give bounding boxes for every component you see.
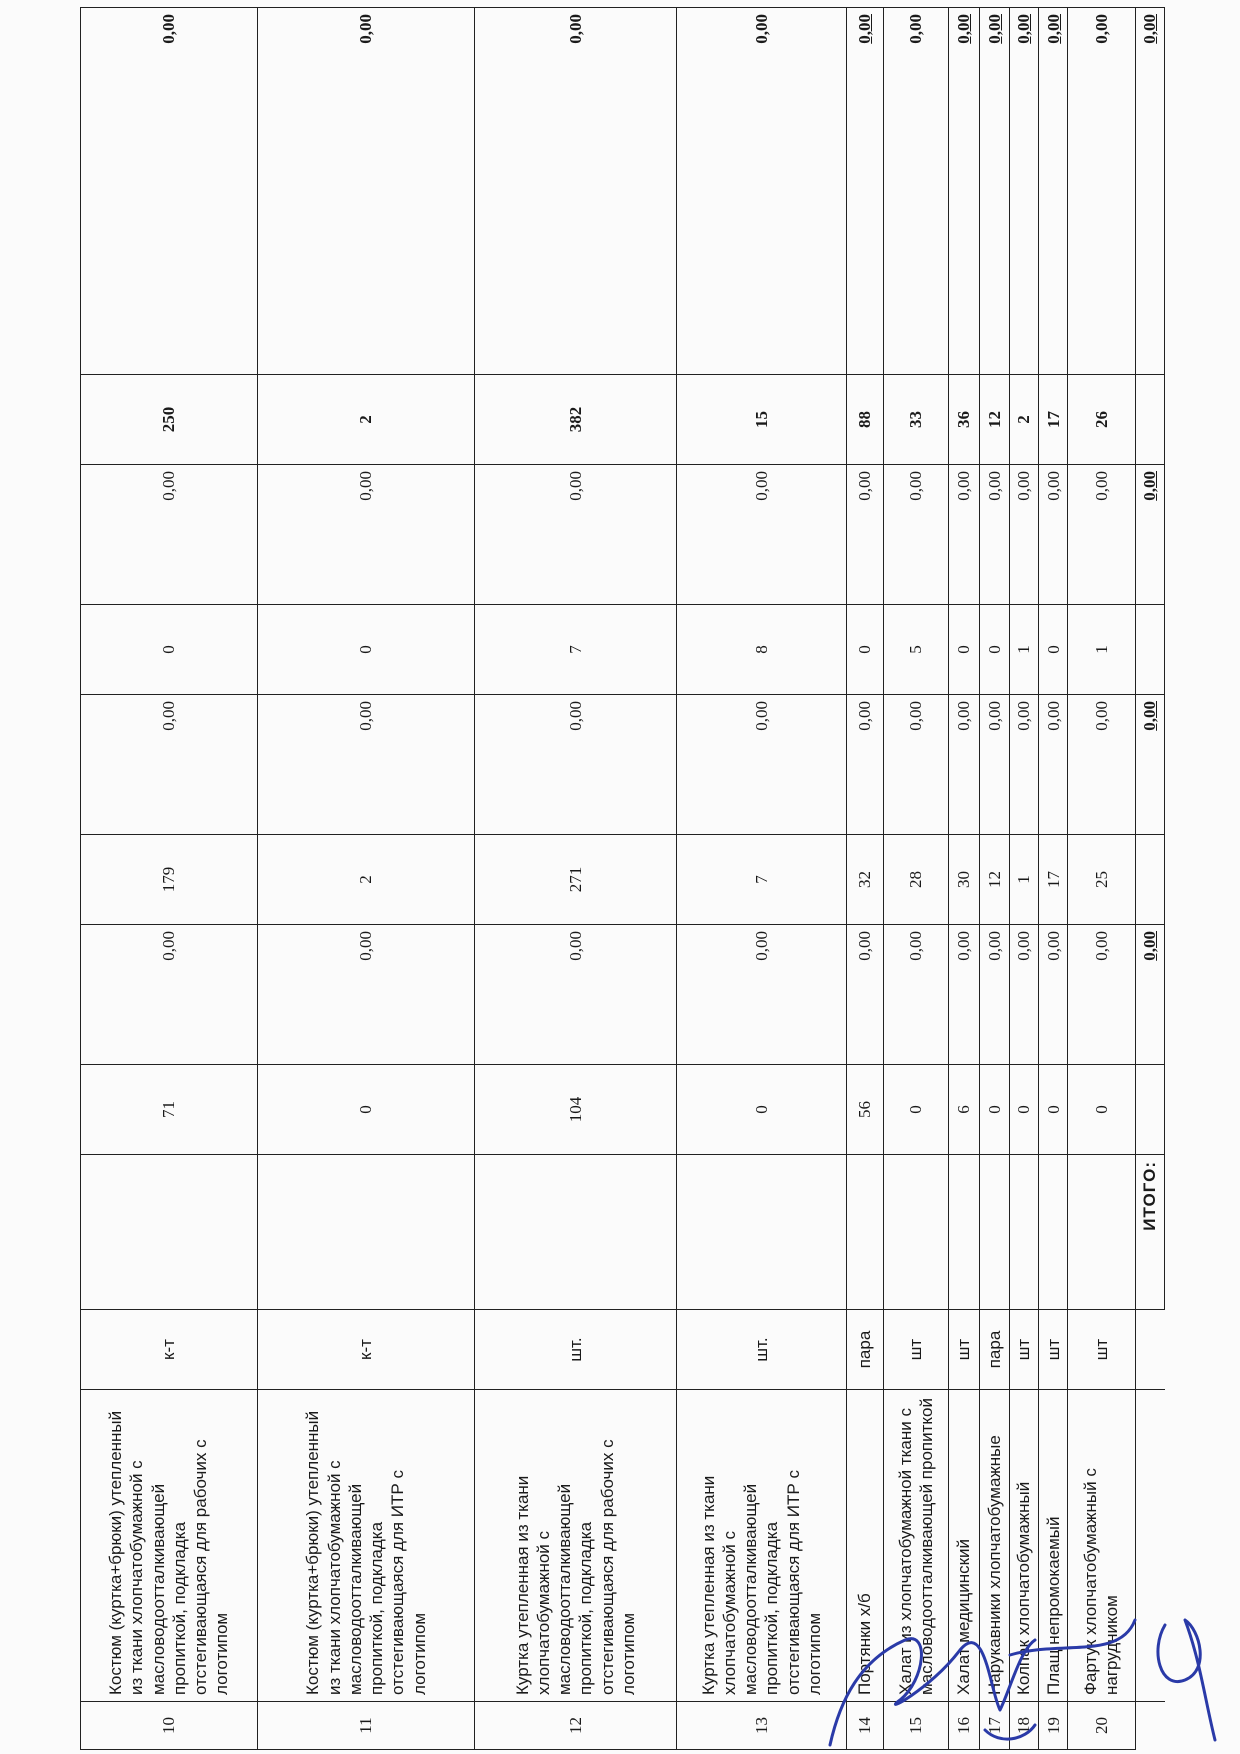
- empty-cell: [1038, 1155, 1067, 1310]
- total-amount-cell: 0,00: [475, 8, 677, 375]
- amount-cell: 0,00: [475, 465, 677, 605]
- empty-cell: [883, 1155, 948, 1310]
- total-amount-cell: 0,00: [1068, 8, 1135, 375]
- total-amount-cell: 0,00: [676, 8, 846, 375]
- total-amount-cell: 0,00: [1009, 8, 1038, 375]
- amount-cell: 0,00: [980, 925, 1009, 1065]
- row-number: 10: [81, 1702, 258, 1750]
- empty-cell: [81, 1155, 258, 1310]
- unit-cell: шт.: [676, 1310, 846, 1390]
- row-number: 18: [1009, 1702, 1038, 1750]
- quantity-cell: 32: [846, 835, 883, 925]
- empty-cell: [980, 1155, 1009, 1310]
- amount-cell: 0,00: [1038, 465, 1067, 605]
- quantity-cell: 17: [1038, 835, 1067, 925]
- total-amount-cell: 0,00: [1038, 8, 1067, 375]
- quantity-cell: 271: [475, 835, 677, 925]
- total-quantity-cell: 382: [475, 375, 677, 465]
- rotated-table-wrapper: [80, 8, 1165, 1750]
- total-label: ИТОГО:: [1135, 1155, 1164, 1310]
- total-quantity-cell: 12: [980, 375, 1009, 465]
- amount-cell: 0,00: [676, 925, 846, 1065]
- quantity-cell: 179: [81, 835, 258, 925]
- amount-cell: 0,00: [948, 695, 979, 835]
- unit-cell: к-т: [257, 1310, 474, 1390]
- item-name: Костюм (куртка+брюки) утепленный из ткани хлопчатобумажной с масловодоотталкивающей пропиткой, подкладка отстегивающаяся для рабочих с логотипом: [81, 1390, 258, 1702]
- row-number: 12: [475, 1702, 677, 1750]
- unit-cell: шт: [1038, 1310, 1067, 1390]
- item-name: Портянки х/б: [846, 1390, 883, 1702]
- empty-cell: [676, 1155, 846, 1310]
- quantity-cell: 104: [475, 1065, 677, 1155]
- quantity-cell: 12: [980, 835, 1009, 925]
- empty-cell: [1009, 1155, 1038, 1310]
- quantity-cell: 0: [257, 605, 474, 695]
- table-row: [676, 8, 846, 1750]
- empty-cell: [257, 1155, 474, 1310]
- amount-cell: 0,00: [1009, 465, 1038, 605]
- amount-cell: 0,00: [846, 925, 883, 1065]
- quantity-cell: 0: [1038, 605, 1067, 695]
- total-amount-cell: 0,00: [883, 8, 948, 375]
- quantity-cell: 0: [883, 1065, 948, 1155]
- quantity-cell: 0: [676, 1065, 846, 1155]
- quantity-cell: 1: [1068, 605, 1135, 695]
- unit-cell: пара: [846, 1310, 883, 1390]
- quantity-cell: 1: [1009, 835, 1038, 925]
- amount-cell: 0,00: [846, 695, 883, 835]
- row-number: 15: [883, 1702, 948, 1750]
- quantity-cell: 0: [980, 605, 1009, 695]
- amount-cell: 0,00: [948, 925, 979, 1065]
- item-name: Колпак хлопчатобумажный: [1009, 1390, 1038, 1702]
- quantity-cell: 0: [980, 1065, 1009, 1155]
- empty-cell: [1135, 605, 1164, 695]
- empty-cell: [1135, 1065, 1164, 1155]
- quantity-cell: 7: [676, 835, 846, 925]
- quantity-cell: 5: [883, 605, 948, 695]
- item-name: Фартук хлопчатобумажный с нагрудником: [1068, 1390, 1135, 1702]
- table-row: [948, 8, 979, 1750]
- empty-cell: [1135, 1702, 1164, 1750]
- total-amount-cell: 0,00: [1135, 465, 1164, 605]
- unit-cell: к-т: [81, 1310, 258, 1390]
- row-number: 16: [948, 1702, 979, 1750]
- empty-cell: [1135, 835, 1164, 925]
- row-number: 13: [676, 1702, 846, 1750]
- table-row: [980, 8, 1009, 1750]
- item-name: Халат медицинский: [948, 1390, 979, 1702]
- quantity-cell: 0: [948, 605, 979, 695]
- unit-cell: шт: [948, 1310, 979, 1390]
- quantity-cell: 71: [81, 1065, 258, 1155]
- row-number: 19: [1038, 1702, 1067, 1750]
- total-quantity-cell: 33: [883, 375, 948, 465]
- empty-cell: [846, 1155, 883, 1310]
- row-number: 11: [257, 1702, 474, 1750]
- empty-cell: [1135, 1310, 1164, 1390]
- empty-cell: [948, 1155, 979, 1310]
- table-row: [475, 8, 677, 1750]
- quantity-cell: 0: [1009, 1065, 1038, 1155]
- table-row: [1038, 8, 1067, 1750]
- quantity-cell: 0: [81, 605, 258, 695]
- quantity-cell: 8: [676, 605, 846, 695]
- row-number: 20: [1068, 1702, 1135, 1750]
- item-name: Халат из хлопчатобумажной ткани с масловодоотталкивающей пропиткой: [883, 1390, 948, 1702]
- total-quantity-cell: 2: [257, 375, 474, 465]
- amount-cell: 0,00: [846, 465, 883, 605]
- item-name: Нарукавники хлопчатобумажные: [980, 1390, 1009, 1702]
- quantity-cell: 30: [948, 835, 979, 925]
- total-quantity-cell: 15: [676, 375, 846, 465]
- total-amount-cell: 0,00: [257, 8, 474, 375]
- amount-cell: 0,00: [81, 465, 258, 605]
- item-name: Куртка утепленная из ткани хлопчатобумажной с масловодоотталкивающей пропиткой, подкладка отстегивающаяся для рабочих с логотипом: [475, 1390, 677, 1702]
- quantity-cell: 0: [1068, 1065, 1135, 1155]
- total-amount-cell: 0,00: [846, 8, 883, 375]
- quantity-cell: 25: [1068, 835, 1135, 925]
- quantity-cell: 0: [257, 1065, 474, 1155]
- quantity-cell: 1: [1009, 605, 1038, 695]
- table-row: [883, 8, 948, 1750]
- row-number: 14: [846, 1702, 883, 1750]
- total-amount-cell: 0,00: [1135, 8, 1164, 375]
- quantity-cell: 7: [475, 605, 677, 695]
- amount-cell: 0,00: [257, 695, 474, 835]
- amount-cell: 0,00: [980, 695, 1009, 835]
- empty-cell: [1135, 1390, 1164, 1702]
- total-quantity-cell: 17: [1038, 375, 1067, 465]
- table-row: [1009, 8, 1038, 1750]
- total-quantity-cell: 250: [81, 375, 258, 465]
- quantity-cell: 28: [883, 835, 948, 925]
- unit-cell: шт: [1009, 1310, 1038, 1390]
- item-name: Плащ непромокаемый: [1038, 1390, 1067, 1702]
- amount-cell: 0,00: [676, 465, 846, 605]
- amount-cell: 0,00: [81, 925, 258, 1065]
- amount-cell: 0,00: [883, 695, 948, 835]
- total-quantity-cell: 2: [1009, 375, 1038, 465]
- table-row: [1068, 8, 1135, 1750]
- total-row: [1135, 8, 1164, 1750]
- unit-cell: пара: [980, 1310, 1009, 1390]
- total-amount-cell: 0,00: [948, 8, 979, 375]
- amount-cell: 0,00: [475, 695, 677, 835]
- ppe-inventory-table: [80, 7, 1165, 1750]
- unit-cell: шт.: [475, 1310, 677, 1390]
- amount-cell: 0,00: [1068, 925, 1135, 1065]
- table-row: [81, 8, 258, 1750]
- total-amount-cell: 0,00: [1135, 695, 1164, 835]
- empty-cell: [1068, 1155, 1135, 1310]
- quantity-cell: 6: [948, 1065, 979, 1155]
- amount-cell: 0,00: [1009, 695, 1038, 835]
- amount-cell: 0,00: [948, 465, 979, 605]
- amount-cell: 0,00: [1009, 925, 1038, 1065]
- quantity-cell: 0: [846, 605, 883, 695]
- total-quantity-cell: 88: [846, 375, 883, 465]
- amount-cell: 0,00: [883, 925, 948, 1065]
- total-amount-cell: 0,00: [81, 8, 258, 375]
- amount-cell: 0,00: [1068, 465, 1135, 605]
- quantity-cell: 2: [257, 835, 474, 925]
- quantity-cell: 56: [846, 1065, 883, 1155]
- amount-cell: 0,00: [1068, 695, 1135, 835]
- amount-cell: 0,00: [676, 695, 846, 835]
- amount-cell: 0,00: [883, 465, 948, 605]
- amount-cell: 0,00: [1038, 925, 1067, 1065]
- quantity-cell: 0: [1038, 1065, 1067, 1155]
- amount-cell: 0,00: [257, 925, 474, 1065]
- total-quantity-cell: 26: [1068, 375, 1135, 465]
- amount-cell: 0,00: [1038, 695, 1067, 835]
- total-amount-cell: 0,00: [1135, 925, 1164, 1065]
- item-name: Куртка утепленная из ткани хлопчатобумажной с масловодоотталкивающей пропиткой, подкладка отстегивающаяся для ИТР с логотипом: [676, 1390, 846, 1702]
- unit-cell: шт: [883, 1310, 948, 1390]
- row-number: 17: [980, 1702, 1009, 1750]
- total-amount-cell: 0,00: [980, 8, 1009, 375]
- table-row: [846, 8, 883, 1750]
- total-quantity-cell: 36: [948, 375, 979, 465]
- empty-cell: [1135, 375, 1164, 465]
- amount-cell: 0,00: [475, 925, 677, 1065]
- amount-cell: 0,00: [980, 465, 1009, 605]
- item-name: Костюм (куртка+брюки) утепленный из ткани хлопчатобумажной с масловодоотталкивающей пропиткой, подкладка отстегивающаяся для ИТР с логотипом: [257, 1390, 474, 1702]
- amount-cell: 0,00: [257, 465, 474, 605]
- empty-cell: [475, 1155, 677, 1310]
- amount-cell: 0,00: [81, 695, 258, 835]
- table-row: [257, 8, 474, 1750]
- unit-cell: шт: [1068, 1310, 1135, 1390]
